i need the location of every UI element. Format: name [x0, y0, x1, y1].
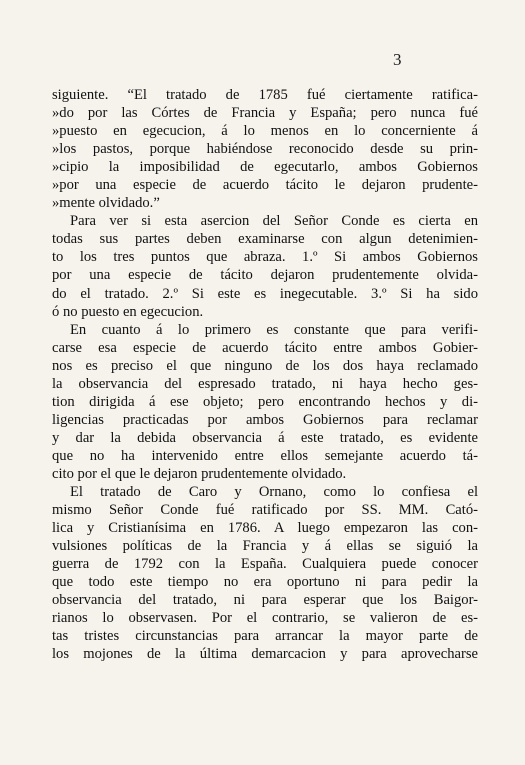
text-line: lica y Cristianísima en 1786. A luego empezaron las con- — [52, 520, 478, 537]
text-line: Para ver si esta asercion del Señor Conde es cierta en — [70, 213, 478, 230]
text-line: guerra de 1792 con la España. Cualquiera puede conocer — [52, 556, 478, 573]
text-line: la observancia del espresado tratado, ni haya hecho ges- — [52, 375, 478, 392]
text-line: rianos lo observasen. Por el contrario, se valieron de es- — [52, 610, 478, 627]
text-line: »los pastos, porque habiéndose reconocido desde su prin- — [52, 141, 478, 158]
text-line: que todo este tiempo no era oportuno ni para pedir la — [52, 574, 478, 591]
text-line: carse esa especie de acuerdo tácito entre ambos Gobier- — [52, 339, 478, 356]
text-line: ligencias practicadas por ambos Gobiernos para reclamar — [52, 411, 478, 428]
text-line: nos es preciso el que ninguno de los dos haya reclamado — [52, 357, 478, 374]
text-line: do el tratado. 2.º Si este es inegecutable. 3.º Si ha sido — [52, 285, 478, 302]
text-line: »mente olvidado.” — [52, 195, 160, 212]
text-line: los mojones de la última demarcacion y para aprovecharse — [52, 646, 478, 663]
text-line: »do por las Córtes de Francia y España; pero nunca fué — [52, 105, 478, 122]
text-line: cito por el que le dejaron prudentemente olvidado. — [52, 465, 347, 482]
page-number: 3 — [393, 50, 402, 69]
text-line: por una especie de tácito dejaron prudentemente olvida- — [52, 267, 478, 284]
text-line: y dar la debida observancia á este tratado, es evidente — [52, 429, 478, 446]
text-line: El tratado de Caro y Ornano, como lo confiesa el — [70, 484, 478, 501]
text-line: ó no puesto en egecucion. — [52, 303, 204, 320]
text-line: mismo Señor Conde fué ratificado por SS. MM. Cató- — [52, 502, 478, 519]
text-line: observancia del tratado, ni para esperar que los Baigor- — [52, 592, 478, 609]
text-line: todas sus partes deben examinarse con algun detenimien- — [52, 231, 478, 248]
body-text — [52, 86, 478, 664]
text-line: »puesto en egecucion, á lo menos en lo concerniente á — [52, 123, 478, 140]
text-line: que no ha intervenido entre ellos semejante acuerdo tá- — [52, 447, 478, 464]
text-line: siguiente. “El tratado de 1785 fué ciertamente ratifica- — [52, 87, 478, 103]
text-line: vulsiones políticas de la Francia y á ellas se siguió la — [52, 538, 478, 555]
text-line: tion dirigida á ese objeto; pero encontrando hechos y di- — [52, 393, 478, 410]
text-line: En cuanto á lo primero es constante que para verifi- — [70, 321, 478, 338]
text-line: »cipio la imposibilidad de egecutarlo, ambos Gobiernos — [52, 159, 478, 176]
text-line: tas tristes circunstancias para arrancar la mayor parte de — [52, 628, 478, 645]
text-line: to los tres puntos que abraza. 1.º Si ambos Gobiernos — [52, 249, 478, 266]
text-line: »por una especie de acuerdo tácito le dejaron prudente- — [52, 177, 478, 194]
